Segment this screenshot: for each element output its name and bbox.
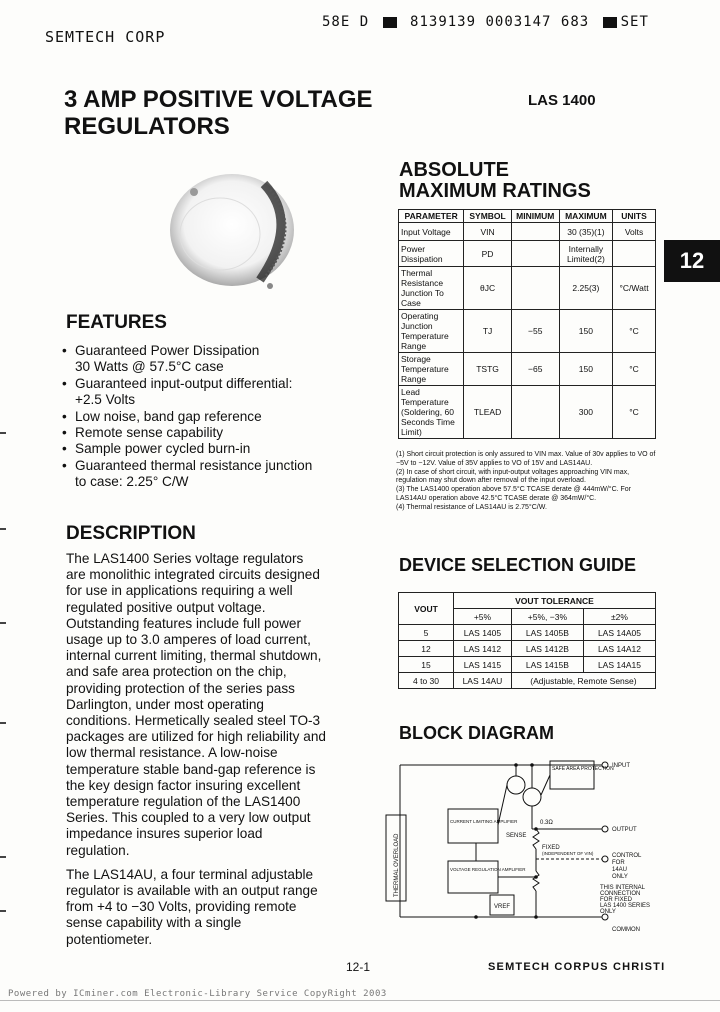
company-stamp: SEMTECH CORP bbox=[45, 28, 166, 46]
description-paragraph: The LAS1400 Series voltage regulators are monolithic integrated circuits designed for use in applications requiring a well regulated positive output voltage. Outstanding features include full power usage up to 3.0 amperes of load current, internal current limiting, thermal shutdown, and safe area protection on the chip, providing protection of the series pass Darlington, under most operating conditions. Hermetically sealed steel TO-3 packages are utilized for high reliability and low thermal resistance. A low-noise temperature stable band-gap reference is the key design factor insuring excellent temperature regulation of the LAS1400 Series. This coupled to a very low output impedance insures superior load regulation. bbox=[66, 551, 326, 858]
resistor bbox=[533, 829, 539, 849]
list-item: • Guaranteed thermal resistance junction to case: 2.25° C/W bbox=[62, 458, 362, 491]
black-mark bbox=[383, 17, 397, 28]
table-row: Thermal Resistance Junction To Case θJC 2.25(3) °C/Watt bbox=[399, 267, 656, 310]
col-header: VOUT TOLERANCE bbox=[454, 593, 656, 609]
page-title bbox=[64, 86, 404, 140]
label-thermal: THERMAL OVERLOAD bbox=[394, 833, 400, 897]
label-safe-area: SAFE AREA PROTECTION bbox=[552, 766, 614, 772]
label-internal: FOR FIXED bbox=[600, 897, 633, 903]
block-diagram-title: BLOCK DIAGRAM bbox=[399, 723, 554, 743]
col-header: VOUT bbox=[399, 593, 454, 625]
margin-mark bbox=[0, 432, 6, 434]
col-header: +5% bbox=[454, 609, 512, 625]
page-number: 12-1 bbox=[346, 960, 371, 974]
label-current-limit: CURRENT LIMITING AMPLIFIER bbox=[450, 819, 518, 824]
label-only: ONLY bbox=[612, 874, 628, 880]
guide-title: DEVICE SELECTION GUIDE bbox=[399, 555, 637, 575]
transistor-2 bbox=[523, 788, 541, 806]
label-resistor: 0.3Ω bbox=[540, 820, 553, 826]
transistor-1 bbox=[507, 776, 525, 794]
margin-mark bbox=[0, 722, 6, 724]
table-row: Storage Temperature Range TSTG −65 150 °C bbox=[399, 353, 656, 386]
list-item: • Remote sense capability bbox=[62, 425, 362, 441]
current-limit-box bbox=[448, 809, 498, 843]
table-row: 15 LAS 1415 LAS 1415B LAS 14A15 bbox=[399, 657, 656, 673]
list-item: • Guaranteed Power Dissipation 30 Watts @ 57.5°C case bbox=[62, 343, 362, 376]
ratings-notes bbox=[396, 451, 658, 513]
label-voltage-amp: VOLTAGE REGULATION AMPLIFIER bbox=[450, 867, 526, 872]
margin-mark bbox=[0, 856, 6, 858]
note: (4) Thermal resistance of LAS14AU is 2.75°C/W. bbox=[396, 503, 547, 511]
label-fixed-note: (INDEPENDENT OF VIN) bbox=[542, 851, 594, 856]
ratings-title-line1: ABSOLUTE bbox=[399, 159, 509, 181]
table-row: 5 LAS 1405 LAS 1405B LAS 14A05 bbox=[399, 625, 656, 641]
description-title: DESCRIPTION bbox=[66, 523, 196, 544]
note: (1) Short circuit protection is only assured to VIN max. Value of 30v applies to VO of −5V to −12V. Value of 35V applies to VO of 15V and LAS14AU. bbox=[396, 451, 656, 467]
table-row: Power Dissipation PD Internally Limited(2) bbox=[399, 241, 656, 267]
list-item: • Sample power cycled burn-in bbox=[62, 441, 362, 457]
margin-mark bbox=[0, 528, 6, 530]
table-row: Operating Junction Temperature Range TJ −55 150 °C bbox=[399, 310, 656, 353]
note: (2) In case of short circuit, with input-output voltages approaching VIN max, regulation may shut down after removal of the input overload. bbox=[396, 468, 630, 485]
black-mark bbox=[603, 17, 617, 28]
table-row: Lead Temperature (Soldering, 60 Seconds Time Limit) TLEAD 300 °C bbox=[399, 386, 656, 439]
note: (3) The LAS1400 operation above 57.5°C TCASE derate @ 444mW/°C. For LAS14AU operation above 42.5°C TCASE derate @ 364mW/°C. bbox=[396, 486, 632, 502]
doc-code-left: 58E D bbox=[322, 14, 370, 30]
label-fixed: FIXED bbox=[542, 845, 560, 851]
part-number: LAS 1400 bbox=[528, 92, 596, 109]
bottom-rule bbox=[0, 1000, 720, 1001]
col-header: SYMBOL bbox=[464, 210, 512, 223]
mounting-hole bbox=[190, 188, 198, 196]
table-header-row bbox=[399, 210, 656, 223]
features-list bbox=[62, 343, 362, 491]
doc-code-end: SET bbox=[620, 14, 649, 30]
margin-mark bbox=[0, 910, 6, 912]
mounting-hole bbox=[267, 283, 273, 289]
label-vref: VREF bbox=[494, 904, 511, 910]
features-title: FEATURES bbox=[66, 312, 167, 333]
label-internal: ONLY bbox=[600, 909, 616, 915]
guide-table bbox=[398, 592, 656, 689]
label-sense: SENSE bbox=[506, 833, 527, 839]
table-header-row bbox=[399, 593, 656, 609]
section-tab: 12 bbox=[664, 240, 720, 282]
label-input: INPUT bbox=[612, 763, 630, 769]
label-internal: LAS 1400 SERIES bbox=[600, 903, 651, 909]
package-body bbox=[170, 174, 294, 286]
col-header: MINIMUM bbox=[511, 210, 559, 223]
resistor bbox=[533, 871, 539, 891]
footer-company: SEMTECH CORPUS CHRISTI bbox=[488, 961, 666, 973]
col-header: UNITS bbox=[613, 210, 656, 223]
label-adjustable: 14AU bbox=[612, 867, 628, 873]
col-header: MAXIMUM bbox=[559, 210, 612, 223]
label-common: COMMON bbox=[612, 927, 640, 933]
ratings-table bbox=[398, 209, 656, 439]
to3-package-photo bbox=[160, 162, 310, 297]
ratings-title-line2: MAXIMUM RATINGS bbox=[399, 180, 591, 202]
col-header: ±2% bbox=[583, 609, 655, 625]
table-row: 12 LAS 1412 LAS 1412B LAS 14A12 bbox=[399, 641, 656, 657]
list-item: • Low noise, band gap reference bbox=[62, 409, 362, 425]
title-line2: REGULATORS bbox=[64, 113, 230, 140]
title-line1: 3 AMP POSITIVE VOLTAGE bbox=[64, 86, 373, 113]
table-row: Input Voltage VIN 30 (35)(1) Volts bbox=[399, 223, 656, 241]
list-item: • Guaranteed input-output differential: +2.5 Volts bbox=[62, 376, 362, 409]
label-internal: THIS INTERNAL bbox=[600, 885, 646, 891]
description-paragraph: The LAS14AU, a four terminal adjustable regulator is available with an output range from +4 to −30 Volts, providing remote sense capability with a single potentiometer. bbox=[66, 866, 318, 947]
label-internal: CONNECTION bbox=[600, 891, 641, 897]
powered-by-note: Powered by ICminer.com Electronic-Library Service CopyRight 2003 bbox=[8, 989, 387, 999]
doc-code-right: 8139139 0003147 683 bbox=[410, 14, 590, 30]
doc-code bbox=[322, 14, 649, 30]
ratings-title bbox=[399, 160, 591, 202]
table-row: 4 to 30 LAS 14AU (Adjustable, Remote Sense) bbox=[399, 673, 656, 689]
block-diagram bbox=[380, 745, 670, 940]
col-header: PARAMETER bbox=[399, 210, 464, 223]
col-header: +5%, −3% bbox=[511, 609, 583, 625]
label-control: CONTROL bbox=[612, 853, 642, 859]
voltage-amp-box bbox=[448, 861, 498, 893]
label-for: FOR bbox=[612, 860, 625, 866]
label-output: OUTPUT bbox=[612, 827, 637, 833]
description-body bbox=[66, 551, 326, 956]
margin-mark bbox=[0, 622, 6, 624]
